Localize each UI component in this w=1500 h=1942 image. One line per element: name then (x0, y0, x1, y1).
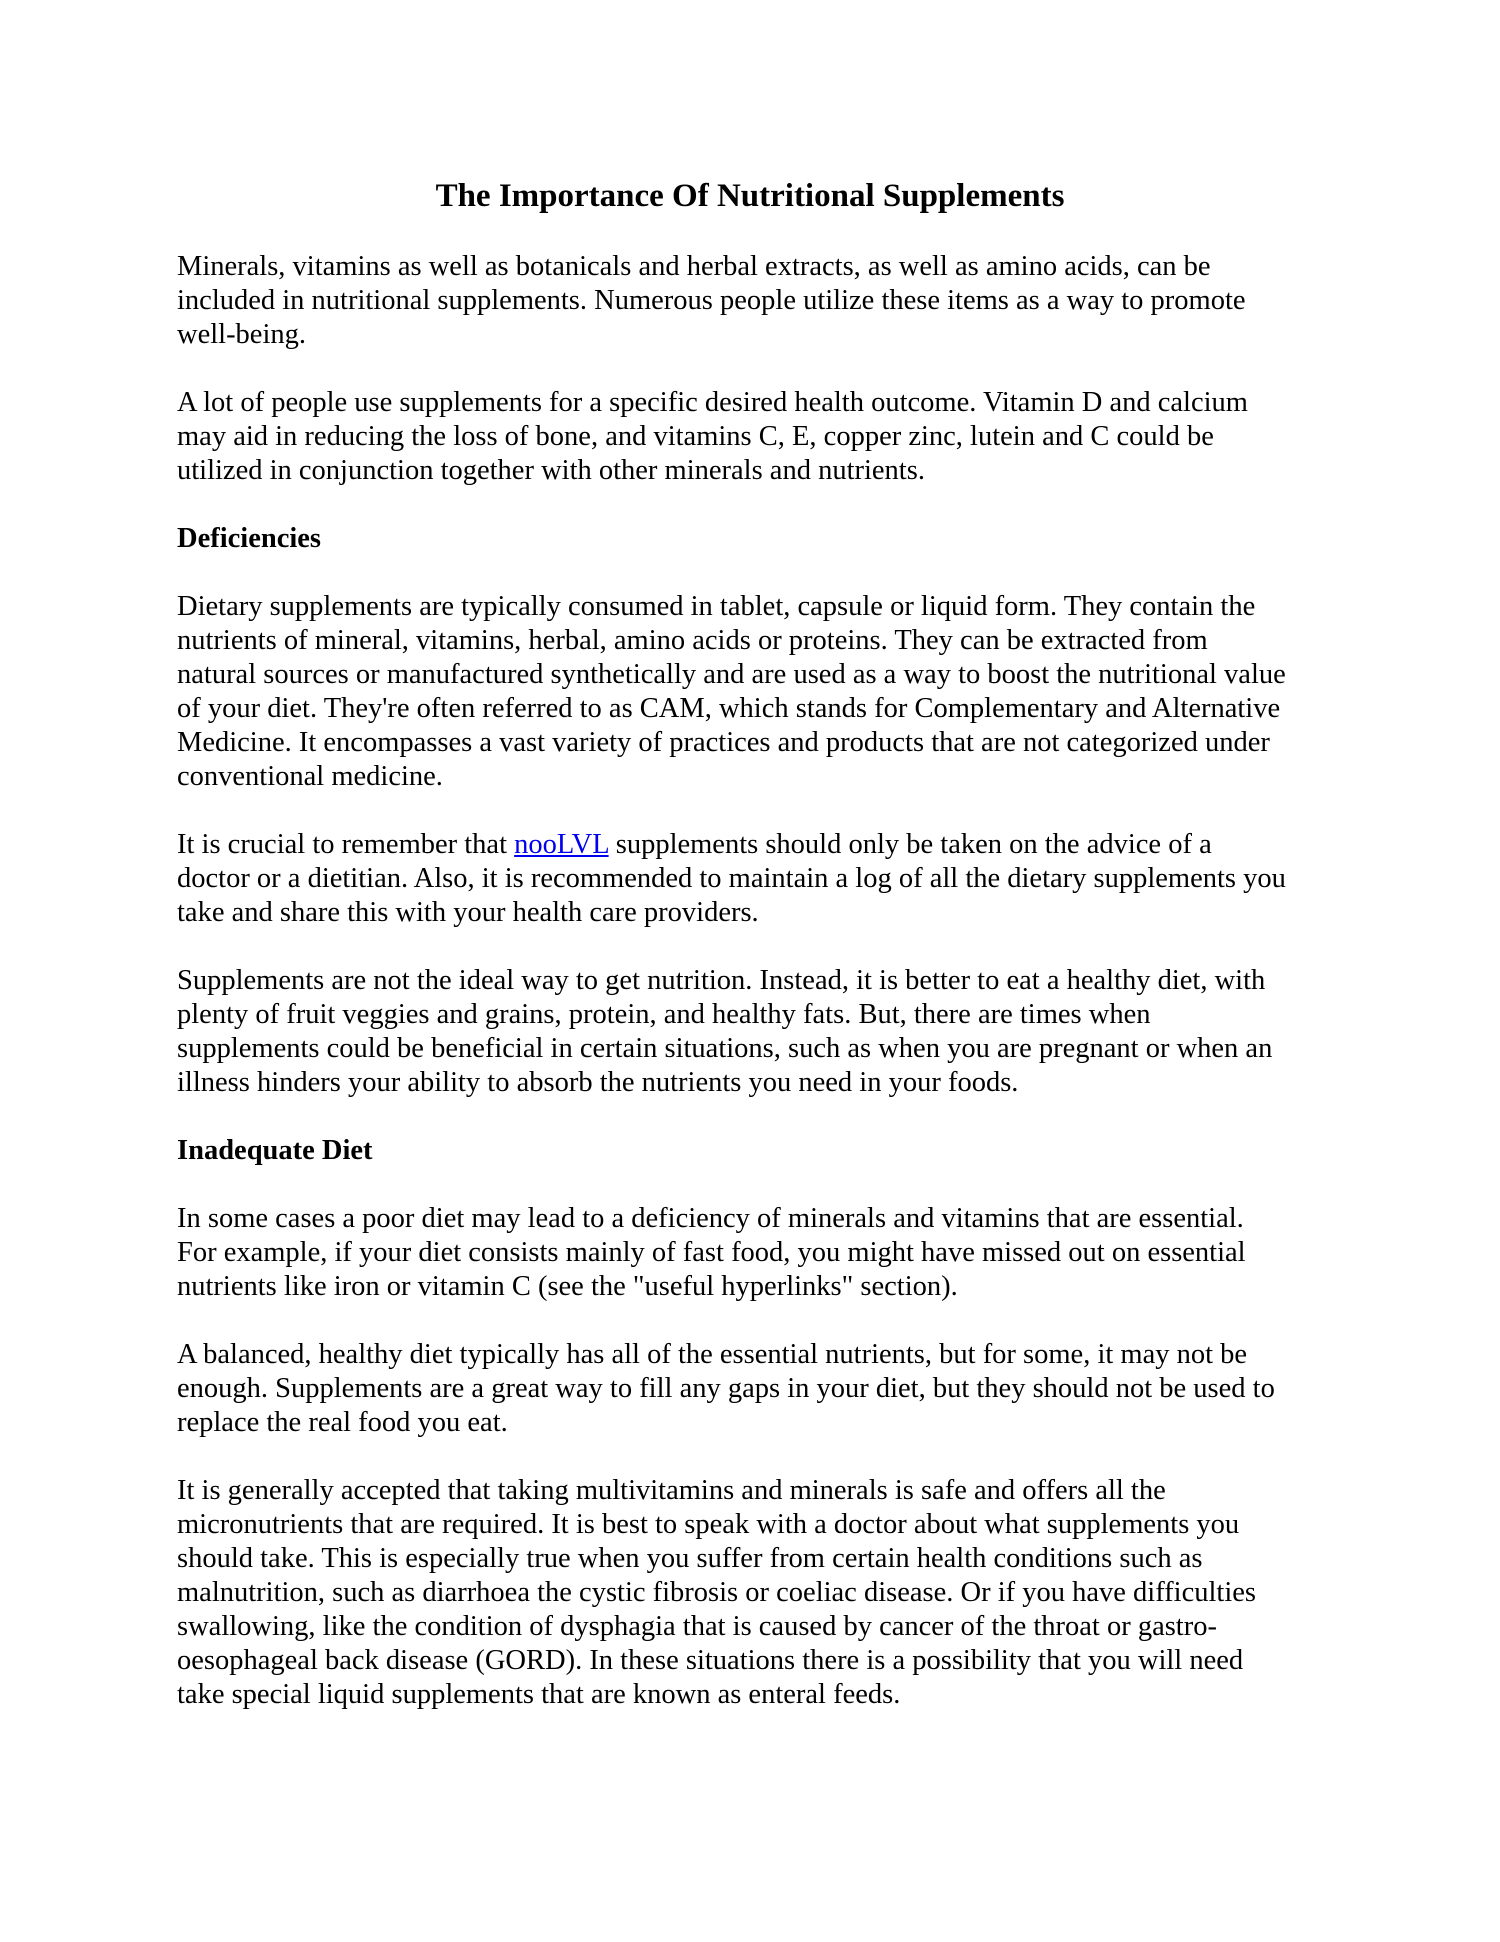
paragraph-poor-diet (177, 1202, 1337, 1304)
heading-deficiencies: Deficiencies (177, 523, 322, 554)
text-line: For example, if your diet consists mainly of fast food, you might have missed out on essential (177, 1237, 1246, 1268)
text-line: supplements could be beneficial in certain situations, such as when you are pregnant or when an (177, 1033, 1273, 1064)
noolvl-link[interactable]: nooLVL (514, 829, 609, 860)
text-line: plenty of fruit veggies and grains, protein, and healthy fats. But, there are times when (177, 999, 1151, 1030)
text-line: utilized in conjunction together with other minerals and nutrients. (177, 455, 925, 486)
heading-inadequate-diet: Inadequate Diet (177, 1135, 373, 1166)
paragraph-dietary-supplements (177, 590, 1337, 794)
text-line: included in nutritional supplements. Numerous people utilize these items as a way to promote (177, 285, 1246, 316)
text-line: of your diet. They're often referred to as CAM, which stands for Complementary and Alternative (177, 693, 1281, 724)
paragraph-ideal-nutrition (177, 964, 1337, 1100)
paragraph-advice (177, 828, 1337, 930)
text-line: A lot of people use supplements for a specific desired health outcome. Vitamin D and calcium (177, 387, 1248, 418)
text-segment: supplements should only be taken on the advice of a (608, 829, 1212, 860)
paragraph-balanced-diet (177, 1338, 1337, 1440)
text-line: A balanced, healthy diet typically has all of the essential nutrients, but for some, it may not be (177, 1339, 1248, 1370)
text-line: micronutrients that are required. It is best to speak with a doctor about what supplements you (177, 1509, 1240, 1540)
text-line: malnutrition, such as diarrhoea the cystic fibrosis or coeliac disease. Or if you have difficulties (177, 1577, 1256, 1608)
paragraph-health-outcome (177, 386, 1337, 488)
text-line: conventional medicine. (177, 761, 443, 792)
text-line: Medicine. It encompasses a vast variety of practices and products that are not categorized under (177, 727, 1270, 758)
text-line: Dietary supplements are typically consumed in tablet, capsule or liquid form. They contain the (177, 591, 1256, 622)
page-title: The Importance Of Nutritional Supplements (435, 178, 1065, 214)
document-body (177, 250, 1337, 1746)
paragraph-intro (177, 250, 1337, 352)
text-line: In some cases a poor diet may lead to a deficiency of minerals and vitamins that are essential. (177, 1203, 1244, 1234)
text-line: replace the real food you eat. (177, 1407, 508, 1438)
text-line: It is generally accepted that taking multivitamins and minerals is safe and offers all the (177, 1475, 1166, 1506)
text-line (177, 828, 1337, 862)
text-line: nutrients like iron or vitamin C (see the "useful hyperlinks" section). (177, 1271, 958, 1302)
text-line: Supplements are not the ideal way to get nutrition. Instead, it is better to eat a healthy diet, with (177, 965, 1266, 996)
text-line: doctor or a dietitian. Also, it is recommended to maintain a log of all the dietary supplements you (177, 863, 1286, 894)
text-line: should take. This is especially true when you suffer from certain health conditions such as (177, 1543, 1203, 1574)
text-line: enough. Supplements are a great way to fill any gaps in your diet, but they should not be used to (177, 1373, 1275, 1404)
text-line: nutrients of mineral, vitamins, herbal, amino acids or proteins. They can be extracted from (177, 625, 1208, 656)
text-line: illness hinders your ability to absorb the nutrients you need in your foods. (177, 1067, 1019, 1098)
text-line: natural sources or manufactured synthetically and are used as a way to boost the nutritional value (177, 659, 1286, 690)
text-line: well-being. (177, 319, 307, 350)
text-segment: It is crucial to remember that (177, 829, 515, 860)
text-line: Minerals, vitamins as well as botanicals and herbal extracts, as well as amino acids, can be (177, 251, 1211, 282)
paragraph-multivitamins (177, 1474, 1337, 1712)
text-line: oesophageal back disease (GORD). In these situations there is a possibility that you will need (177, 1645, 1244, 1676)
text-line: may aid in reducing the loss of bone, and vitamins C, E, copper zinc, lutein and C could be (177, 421, 1214, 452)
text-line: take special liquid supplements that are known as enteral feeds. (177, 1679, 901, 1710)
text-line: take and share this with your health care providers. (177, 897, 759, 928)
text-line: swallowing, like the condition of dysphagia that is caused by cancer of the throat or gastro- (177, 1611, 1217, 1642)
